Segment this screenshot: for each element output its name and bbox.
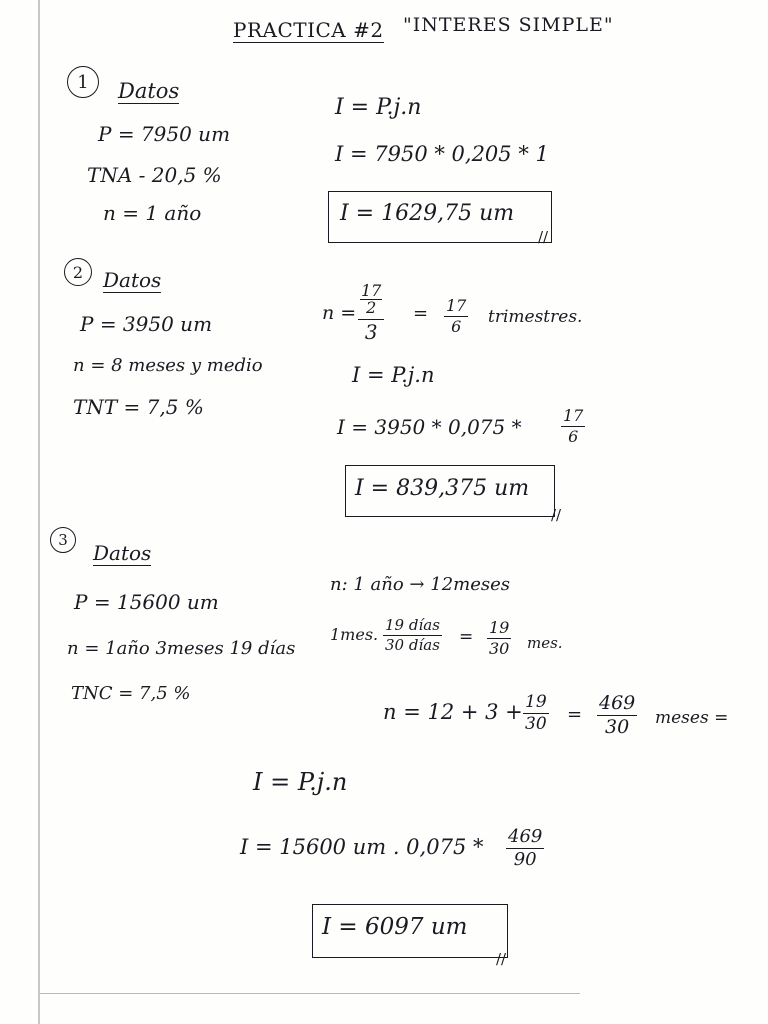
problem-2-n-inner-num: 17 (361, 281, 382, 300)
problem-2-subst-fraction (561, 408, 585, 445)
problem-3-sum-den: 30 (525, 714, 547, 734)
problem-2-n-outer-den: 3 (364, 320, 378, 344)
problem-3-number: 3 (50, 527, 76, 553)
problem-3-sum-unit: meses = (655, 708, 729, 728)
problem-3-subst-fraction (506, 828, 544, 869)
problem-3-rate: TNC = 7,5 % (71, 683, 191, 704)
problem-2-n-complex-fraction (358, 283, 384, 342)
problem-3-days-num: 19 días (385, 616, 440, 634)
double-tick-mark: // (538, 228, 549, 246)
problem-3-month-label: 1mes. (330, 625, 379, 644)
problem-3-days-unit: mes. (527, 634, 563, 652)
problem-3-sum-fraction (523, 694, 549, 733)
problem-2-formula: I = P.j.n (352, 363, 435, 387)
problem-1-result: I = 1629,75 um (340, 201, 515, 226)
page-title: PRACTICA #2 (233, 18, 384, 42)
problem-2-term: n = 8 meses y medio (73, 355, 263, 376)
problem-3-substitution: I = 15600 um . 0,075 * (240, 835, 484, 859)
page-subtitle: "INTERES SIMPLE" (403, 14, 614, 36)
problem-2-subst-den: 6 (568, 427, 579, 446)
page-bottom-line (40, 993, 580, 994)
problem-3-term: n = 1año 3meses 19 días (67, 638, 296, 659)
problem-3-principal: P = 15600 um (74, 590, 219, 614)
problem-3-days-result-num: 19 (489, 618, 510, 637)
problem-3-sum-result-den: 30 (605, 716, 630, 738)
problem-2-n-unit: trimestres. (488, 307, 583, 327)
problem-2-substitution: I = 3950 * 0,075 * (337, 415, 522, 439)
problem-2-principal: P = 3950 um (80, 312, 213, 336)
problem-3-days-equals: = (459, 627, 474, 647)
problem-3-days-result-den: 30 (489, 639, 510, 658)
problem-3-sum-result-fraction (597, 694, 637, 737)
problem-2-n-inner-den: 2 (366, 298, 377, 317)
problem-3-datos: Datos (93, 541, 152, 565)
problem-3-days-den: 30 días (385, 636, 440, 654)
problem-3-subst-den: 90 (513, 849, 537, 870)
problem-2-result: I = 839,375 um (355, 476, 530, 501)
problem-2-datos: Datos (103, 268, 162, 292)
problem-1-substitution: I = 7950 * 0,205 * 1 (335, 142, 549, 166)
problem-3-sum-num: 19 (525, 692, 547, 712)
double-tick-mark: // (496, 950, 507, 968)
problem-1-datos: Datos (118, 79, 180, 103)
problem-2-n-equals: = (413, 303, 429, 324)
problem-2-n-label: n = (322, 302, 357, 324)
page-margin-line (38, 0, 40, 1024)
problem-1-term: n = 1 año (103, 201, 202, 225)
problem-2-n-result-fraction (444, 298, 468, 335)
problem-2-rate: TNT = 7,5 % (73, 395, 204, 419)
problem-3-days-result-fraction (487, 620, 511, 657)
problem-3-days-fraction (383, 618, 442, 653)
problem-2-n-result-num: 17 (446, 296, 467, 315)
double-tick-mark: // (551, 506, 562, 524)
problem-2-number: 2 (64, 258, 92, 286)
problem-1-principal: P = 7950 um (98, 122, 231, 146)
problem-3-sum: n = 12 + 3 + (383, 700, 523, 724)
problem-1-rate: TNA - 20,5 % (87, 163, 222, 187)
problem-3-subst-num: 469 (508, 826, 543, 847)
problem-3-year-conversion: n: 1 año → 12meses (330, 574, 510, 595)
problem-3-sum-equals: = (567, 704, 583, 725)
problem-1-number: 1 (67, 66, 99, 98)
problem-2-subst-num: 17 (563, 406, 584, 425)
problem-2-n-result-den: 6 (451, 317, 462, 336)
problem-3-formula: I = P.j.n (253, 768, 348, 796)
problem-3-sum-result-num: 469 (599, 692, 636, 714)
problem-3-result: I = 6097 um (322, 914, 468, 940)
problem-1-formula: I = P.j.n (335, 95, 422, 120)
